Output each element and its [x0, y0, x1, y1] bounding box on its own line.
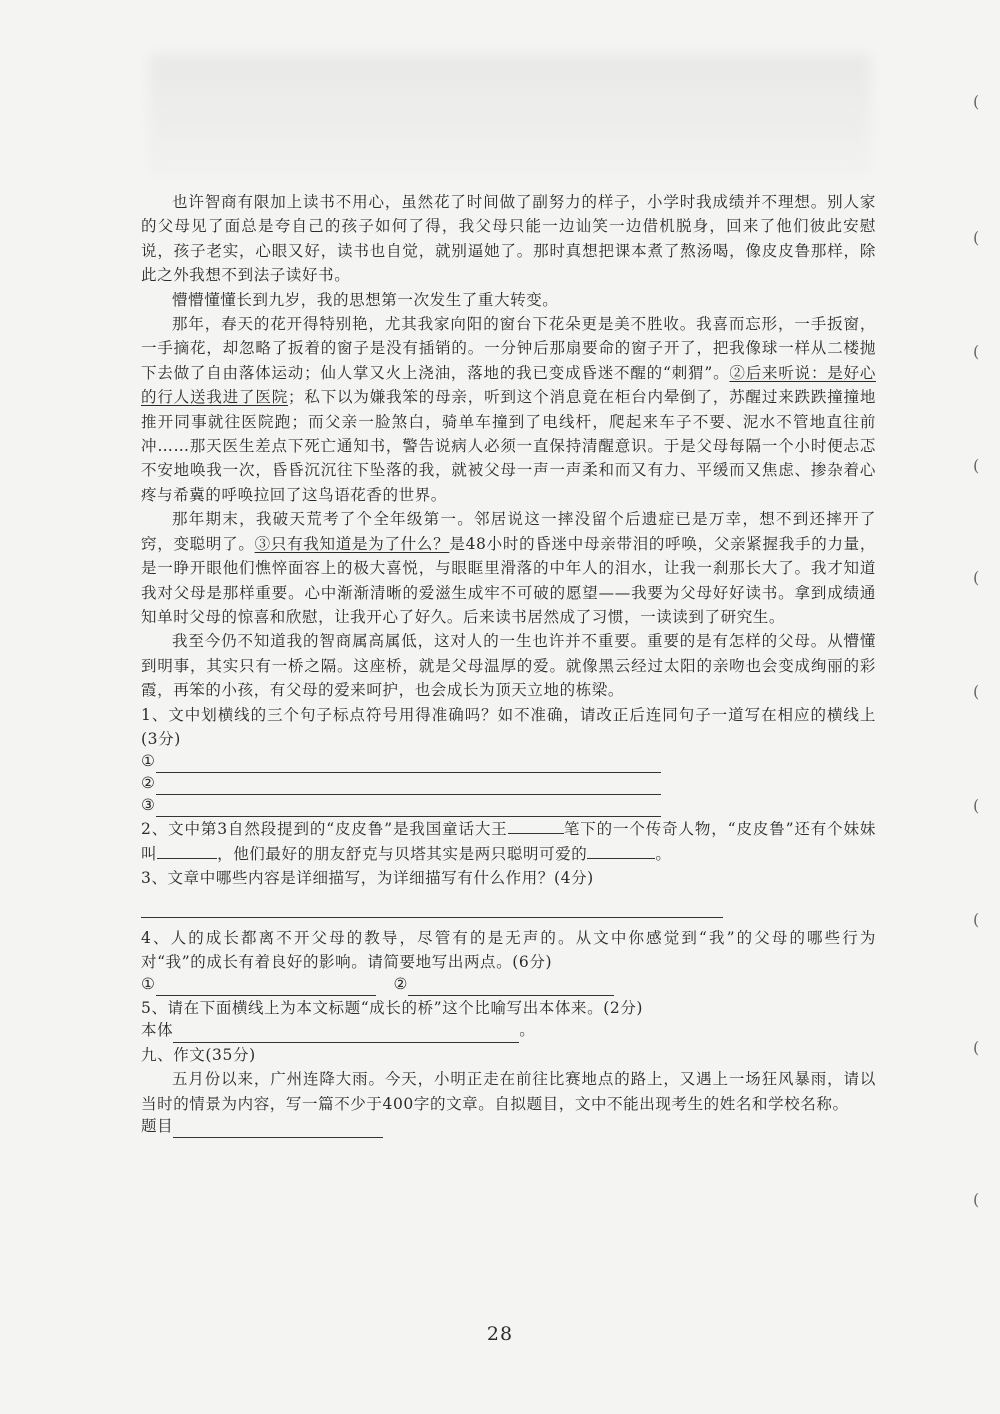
question-2-text-2: 笔下的一个传奇人物，“皮皮鲁”还有个妹妹叫 — [141, 820, 876, 863]
answer-line-q4-1[interactable] — [156, 979, 376, 996]
scan-shadow — [150, 55, 870, 175]
question-2-text-4: 。 — [655, 844, 672, 863]
paragraph-1: 也许智商有限加上读书不用心，虽然花了时间做了副努力的样子，小学时我成绩并不理想。别人家的父母见了面总是夸自己的孩子如何了得，我父母只能一边讪笑一边借机脱身，回来了他们彼此安慰说，孩子老实，心眼又好，读书也自觉，就别逼她了。那时真想把课本煮了熬汤喝，像皮皮鲁那样，除此之外我想不到法子读好书。 — [141, 193, 876, 285]
paragraph-4-part-a: 那年期末，我破天荒考了个全年级第一。邻居说这一摔没留个后遗症已是万幸，想不到还摔开了窍，变聪明了。 — [141, 510, 876, 553]
blank-sister[interactable] — [157, 844, 217, 859]
paragraph-3-part-a: 那年，春天的花开得特别艳，尤其我家向阳的窗台下花朵更是美不胜收。我喜而忘形，一手扳窗，一手摘花，却忽略了扳着的窗子是没有插销的。一分钟后那扇要命的窗子开了，把我像球一样从二楼抛下去做了自由落体运动；仙人掌又火上浇油，落地的我已变成昏迷不醒的“刺猬”。 — [141, 315, 876, 382]
answer-line-2[interactable] — [156, 778, 661, 795]
composition-heading: 九、作文(35分) — [141, 1045, 256, 1064]
answer-mark-q4-1: ① — [141, 974, 156, 993]
margin-mark: ( — [973, 910, 980, 929]
question-1: 1、文中划横线的三个句子标点符号用得准确吗？如不准确，请改正后连同句子一道写在相应的横线上(3分) — [141, 705, 876, 748]
margin-mark: ( — [973, 456, 980, 475]
answer-mark-1: ① — [141, 751, 156, 770]
answer-row-q4 — [141, 974, 876, 996]
blank-author[interactable] — [508, 819, 564, 834]
paragraph-3 — [141, 312, 876, 507]
blank-animal[interactable] — [587, 844, 655, 859]
paragraph-5: 我至今仍不知道我的智商属高属低，这对人的一生也许并不重要。重要的是有怎样的父母。从懵懂到明事，其实只有一桥之隔。这座桥，就是父母温厚的爱。就像黑云经过太阳的亲吻也会变成绚丽的彩霞，再笨的小孩，有父母的爱来呵护，也会成长为顶天立地的栋梁。 — [141, 632, 876, 700]
answer-line-q4-2[interactable] — [408, 979, 614, 996]
question-5: 5、请在下面横线上为本文标题“成长的桥”这个比喻写出本体来。(2分) — [141, 999, 644, 1018]
margin-mark: ( — [973, 796, 980, 815]
question-2-text-3: ，他们最好的朋友舒克与贝塔其实是两只聪明可爱的 — [217, 844, 588, 863]
answer-line-3[interactable] — [156, 800, 661, 817]
answer-mark-3: ③ — [141, 795, 156, 814]
margin-mark: ( — [973, 1038, 980, 1057]
answer-row-q5 — [141, 1021, 876, 1043]
answer-line-q3[interactable] — [141, 891, 723, 918]
question-2 — [141, 817, 876, 866]
margin-mark: ( — [973, 228, 980, 247]
answer-line-1[interactable] — [156, 756, 661, 773]
margin-mark: ( — [973, 682, 980, 701]
answer-q5-end: 。 — [519, 1021, 536, 1040]
margin-mark: ( — [973, 568, 980, 587]
underlined-sentence-3: ③只有我知道是为了什么？ — [254, 534, 450, 553]
composition-prompt: 五月份以来，广州连降大雨。今天，小明正走在前往比赛地点的路上，又遇上一场狂风暴雨，请以当时的情景为内容，写一篇不少于400字的文章。自拟题目，文中不能出现考生的姓名和学校名称。 — [141, 1070, 876, 1113]
title-line[interactable] — [173, 1121, 383, 1138]
paragraph-4-part-b: 是48小时的昏迷中母亲带泪的呼唤，父亲紧握我手的力量，是一睁开眼他们憔悴面容上的极大喜悦，与眼眶里滑落的中年人的泪水，让我一刹那长大了。我才知道我对父母是那样重要。心中渐渐清晰的爱滋生成牢不可破的愿望——我要为父母好好读书。拿到成绩通知单时父母的惊喜和欣慰，让我开心了好久。后来读书居然成了习惯，一读读到了研究生。 — [141, 534, 876, 626]
margin-mark: ( — [973, 1190, 980, 1209]
underlined-sentence-2: ②后来听说：是好心的行人送我进了医院 — [141, 363, 876, 407]
answer-line-q5[interactable] — [173, 1026, 519, 1043]
question-4: 4、人的成长都离不开父母的教导，尽管有的是无声的。从文中你感觉到“我”的父母的哪些行为对“我”的成长有着良好的影响。请简要地写出两点。(6分) — [141, 928, 876, 971]
paragraph-3-part-b: ；私下以为嫌我笨的母亲，听到这个消息竟在柜台内晕倒了，苏醒过来跌跌撞撞地推开同事就往医院跑；而父亲一脸煞白，骑单车撞到了电线杆，爬起来车子不要、泥水不管地直往前冲……那天医生差点下死亡通知书，警告说病人必须一直保持清醒意识。于是父母每隔一个小时便忐忑不安地唤我一次，昏昏沉沉往下坠落的我，就被父母一声一声柔和而又有力、平缓而又焦虑、掺杂着心疼与希冀的呼唤拉回了这鸟语花香的世界。 — [141, 388, 876, 504]
ontology-label: 本体 — [141, 1021, 174, 1040]
answer-mark-2: ② — [141, 773, 156, 792]
title-label: 题目 — [141, 1116, 174, 1135]
question-3: 3、文章中哪些内容是详细描写，为详细描写有什么作用？(4分) — [141, 869, 594, 888]
title-row — [141, 1116, 876, 1138]
answer-mark-q4-2: ② — [393, 974, 408, 993]
paragraph-2: 懵懵懂懂长到九岁，我的思想第一次发生了重大转变。 — [172, 290, 559, 309]
answer-row-3 — [141, 795, 876, 817]
page-number: 28 — [486, 1323, 514, 1345]
answer-row-1 — [141, 751, 876, 773]
margin-mark: ( — [973, 92, 980, 111]
question-2-text-1: 2、文中第3自然段提到的“皮皮鲁”是我国童话大王 — [141, 820, 508, 839]
answer-row-2 — [141, 773, 876, 795]
margin-mark: ( — [973, 342, 980, 361]
paragraph-4 — [141, 507, 876, 629]
page-content — [141, 190, 876, 1138]
